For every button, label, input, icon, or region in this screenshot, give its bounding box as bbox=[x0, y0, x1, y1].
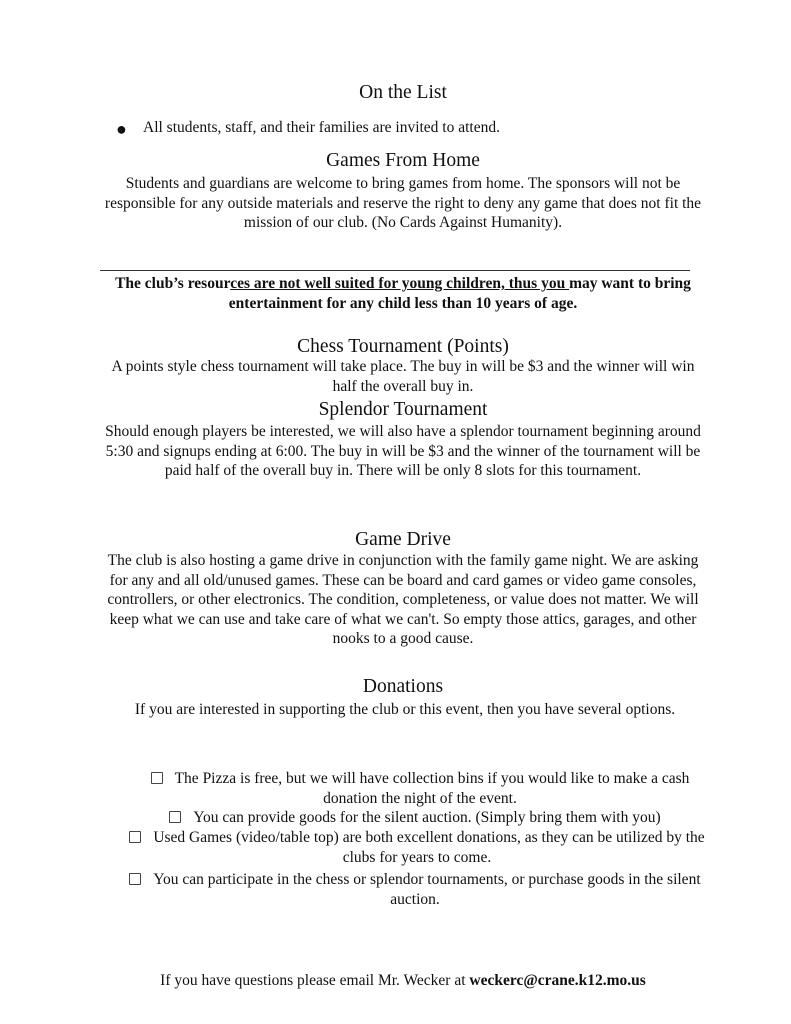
games-from-home-body: Students and guardians are welcome to bring games from home. The sponsors will not be responsible for any outside materials and reserve the right to deny any game that does not fit the mission of our club. (No Cards Against Humanity). bbox=[104, 175, 702, 232]
checkbox-icon[interactable] bbox=[151, 772, 163, 784]
donation-option-text: You can provide goods for the silent auction. (Simply bring them with you) bbox=[193, 809, 661, 826]
donation-option bbox=[150, 808, 680, 828]
game-drive-heading: Game Drive bbox=[355, 529, 451, 550]
splendor-body: Should enough players be interested, we will also have a splendor tournament beginning around 5:30 and signups ending at 6:00. The buy in will be $3 and the winner of the tournament will be paid half of the overall buy in. There will be only 8 slots for this tournament. bbox=[105, 423, 701, 480]
chess-heading: Chess Tournament (Points) bbox=[297, 336, 509, 357]
on-list-heading: On the List bbox=[359, 82, 447, 103]
checkbox-icon[interactable] bbox=[169, 811, 181, 823]
donation-option bbox=[124, 828, 710, 867]
footer-contact bbox=[100, 971, 706, 991]
email-link[interactable]: weckerc@crane.k12.mo.us bbox=[469, 972, 646, 989]
divider bbox=[100, 270, 690, 271]
checkbox-icon[interactable] bbox=[129, 831, 141, 843]
games-from-home-heading: Games From Home bbox=[326, 150, 480, 171]
checkbox-icon[interactable] bbox=[129, 873, 141, 885]
on-list-bullet-text: All students, staff, and their families are invited to attend. bbox=[143, 119, 500, 136]
donation-option-text: You can participate in the chess or splendor tournaments, or purchase goods in the silent auction. bbox=[153, 871, 701, 908]
footer-text: If you have questions please email Mr. Wecker at bbox=[160, 972, 470, 989]
chess-body: A points style chess tournament will take place. The buy in will be $3 and the winner will win half the overall buy in. bbox=[111, 358, 695, 395]
donation-option bbox=[120, 870, 710, 909]
notice-text-end: may want to bring entertainment for any child less than 10 years of age. bbox=[228, 275, 691, 312]
donation-option-text: Used Games (video/table top) are both excellent donations, as they can be utilized by the clubs for years to come. bbox=[153, 829, 705, 866]
bullet-icon: ● bbox=[116, 119, 127, 139]
game-drive-body: The club is also hosting a game drive in conjunction with the family game night. We are asking for any and all old/unused games. These can be board and card games or video game consoles, controllers, or other electronics. The condition, completeness, or value does not matter. We will keep what we can use and take care of what we can't. So empty those attics, garages, and other nooks to a good cause. bbox=[107, 552, 699, 648]
donation-option-text: The Pizza is free, but we will have collection bins if you would like to make a cash donation the night of the event. bbox=[174, 770, 690, 807]
notice-underlined-text: ces are not well suited for young children, thus you bbox=[230, 275, 570, 292]
young-children-notice bbox=[96, 274, 710, 313]
splendor-heading: Splendor Tournament bbox=[318, 399, 488, 420]
donations-heading: Donations bbox=[362, 676, 444, 697]
donation-option bbox=[130, 769, 710, 808]
donations-body: If you are interested in supporting the club or this event, then you have several options. bbox=[134, 701, 676, 718]
notice-text: The club’s resour bbox=[115, 275, 231, 292]
